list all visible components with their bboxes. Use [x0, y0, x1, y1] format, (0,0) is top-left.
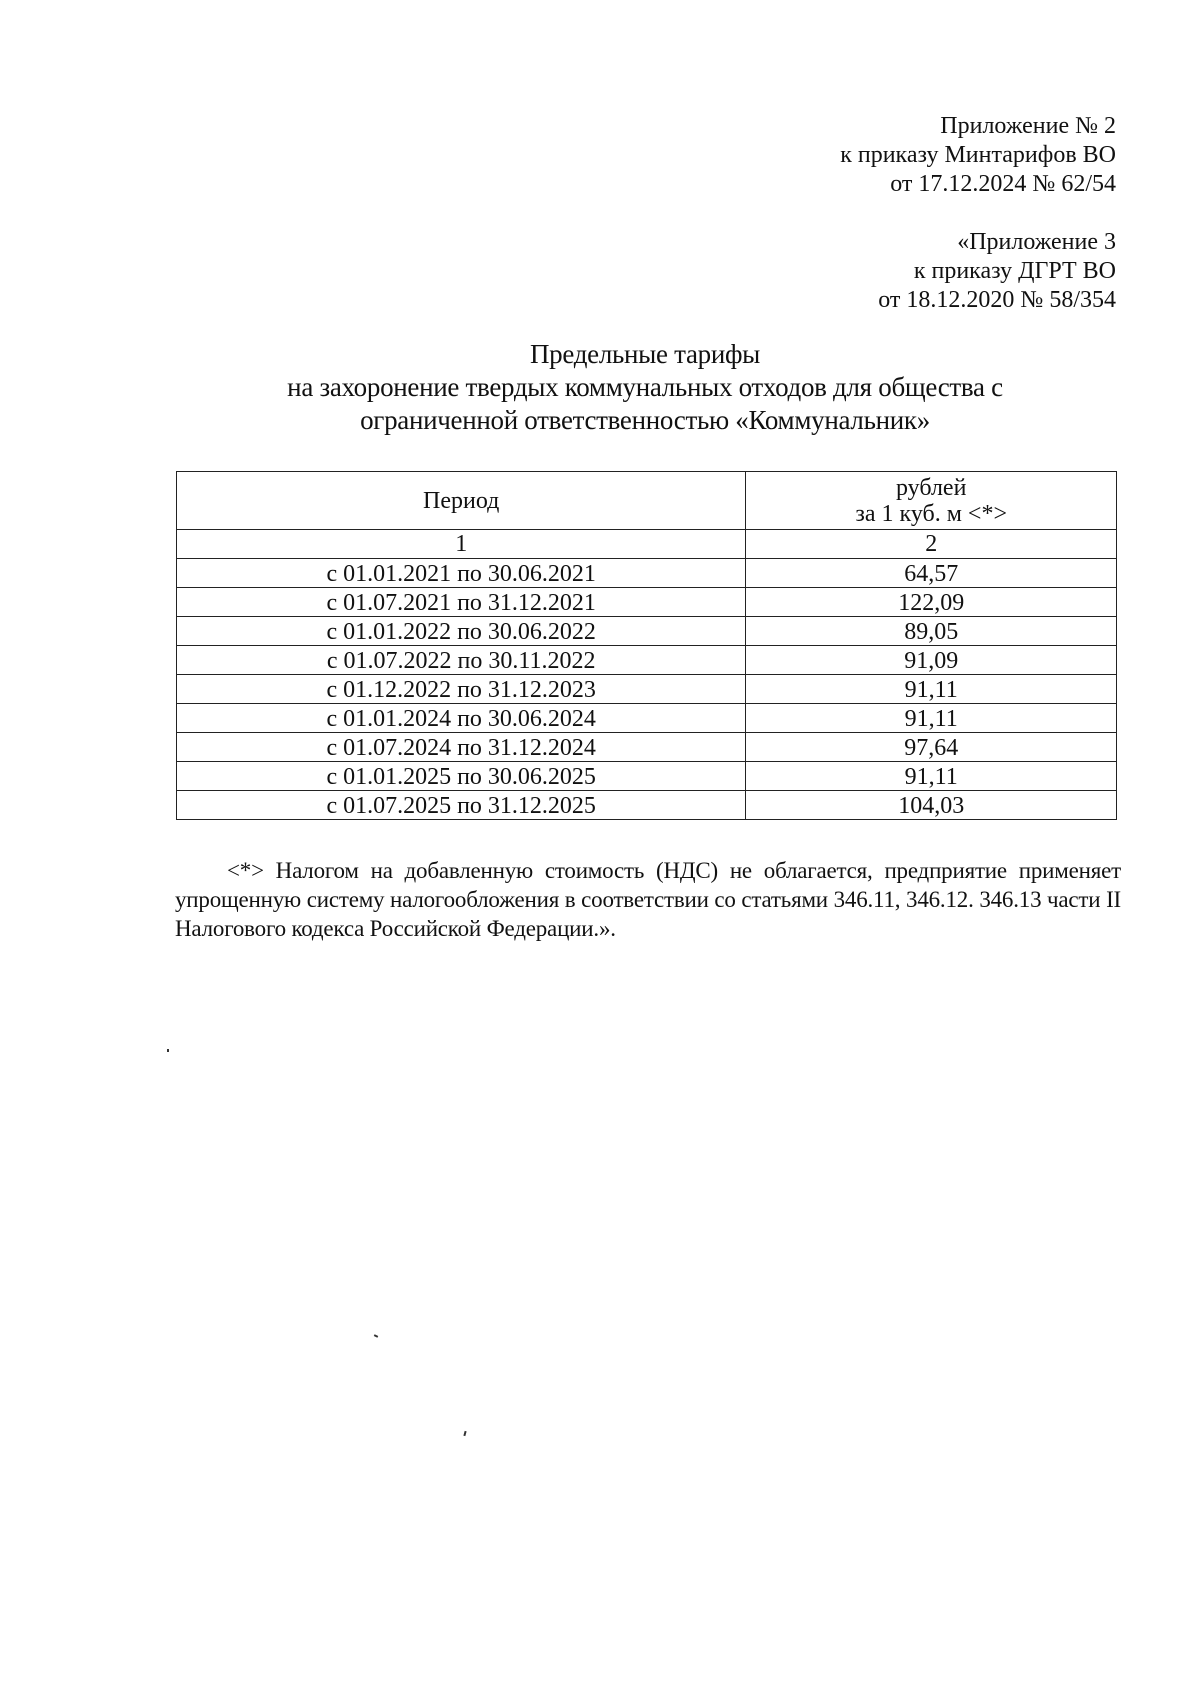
tax-footnote — [175, 856, 1121, 943]
tariff-table — [176, 471, 1117, 820]
scan-speck — [374, 1334, 378, 1338]
title-line2: на захоронение твердых коммунальных отходов для общества с — [287, 372, 1003, 402]
row-period: с 01.07.2022 по 30.11.2022 — [177, 646, 746, 675]
header-price — [746, 472, 1117, 530]
appendix-original-reference — [878, 228, 1116, 315]
column-number-1: 1 — [177, 530, 746, 559]
row-price: 122,09 — [746, 588, 1117, 617]
row-price: 97,64 — [746, 733, 1117, 762]
document-title — [0, 338, 1200, 437]
appendix-original-line1: «Приложение 3 — [957, 229, 1116, 255]
row-period: с 01.01.2022 по 30.06.2022 — [177, 617, 746, 646]
scan-speck — [463, 1431, 466, 1436]
footnote-text: <*> Налогом на добавленную стоимость (НДС) не облагается, предприятие применяет упрощенную систему налогообложения в соответствии со статьями 346.11, 346.12. 346.13 части II Налогового кодекса Российской Федерации.». — [175, 858, 1121, 941]
row-price: 104,03 — [746, 791, 1117, 820]
row-period: с 01.01.2021 по 30.06.2021 — [177, 559, 746, 588]
table-header-row — [177, 472, 1117, 530]
table-row — [177, 559, 1117, 588]
header-price-line2: за 1 куб. м <*> — [855, 500, 1007, 527]
title-line3: ограниченной ответственностью «Коммунальник» — [360, 405, 930, 435]
header-period: Период — [177, 472, 746, 530]
column-number-2: 2 — [746, 530, 1117, 559]
row-period: с 01.07.2025 по 31.12.2025 — [177, 791, 746, 820]
table-row — [177, 704, 1117, 733]
table-row — [177, 617, 1117, 646]
header-price-line1: рублей — [895, 474, 967, 501]
row-price: 64,57 — [746, 559, 1117, 588]
title-line1: Предельные тарифы — [529, 339, 761, 369]
table-row — [177, 762, 1117, 791]
row-price: 91,09 — [746, 646, 1117, 675]
row-price: 91,11 — [746, 675, 1117, 704]
appendix-current-line2: к приказу Минтарифов ВО — [840, 142, 1116, 168]
scan-speck — [167, 1049, 169, 1052]
row-price: 91,11 — [746, 762, 1117, 791]
row-period: с 01.01.2025 по 30.06.2025 — [177, 762, 746, 791]
row-period: с 01.07.2021 по 31.12.2021 — [177, 588, 746, 617]
appendix-current-line3: от 17.12.2024 № 62/54 — [890, 171, 1116, 197]
table-row — [177, 588, 1117, 617]
row-period: с 01.01.2024 по 30.06.2024 — [177, 704, 746, 733]
column-number-row — [177, 530, 1117, 559]
appendix-original-line3: от 18.12.2020 № 58/354 — [878, 287, 1116, 313]
row-period: с 01.12.2022 по 31.12.2023 — [177, 675, 746, 704]
table-row — [177, 675, 1117, 704]
table-row — [177, 733, 1117, 762]
appendix-original-line2: к приказу ДГРТ ВО — [913, 258, 1116, 284]
appendix-current-reference — [840, 112, 1116, 199]
appendix-current-line1: Приложение № 2 — [940, 113, 1116, 139]
row-period: с 01.07.2024 по 31.12.2024 — [177, 733, 746, 762]
row-price: 91,11 — [746, 704, 1117, 733]
row-price: 89,05 — [746, 617, 1117, 646]
table-row — [177, 791, 1117, 820]
table-row — [177, 646, 1117, 675]
